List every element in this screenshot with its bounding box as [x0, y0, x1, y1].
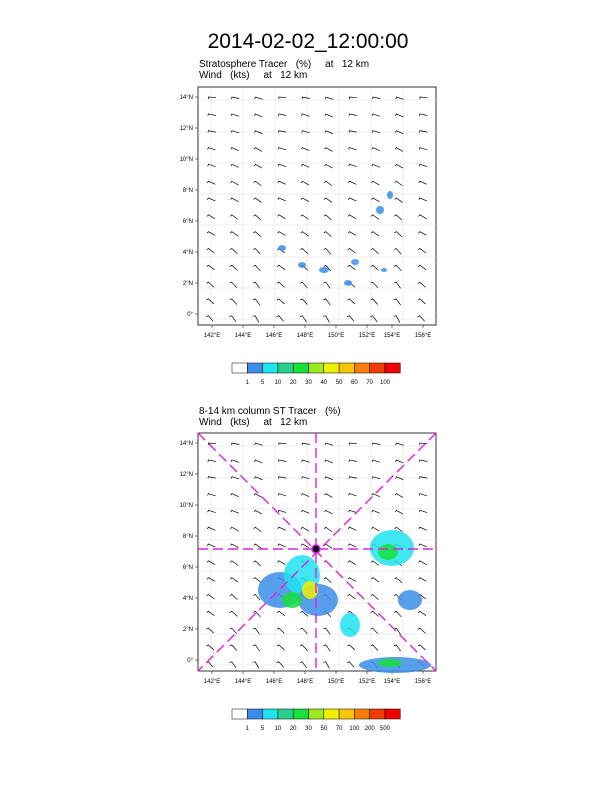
- wind-barb: [348, 198, 356, 201]
- wind-barb: [253, 231, 261, 236]
- wind-barb: [371, 282, 378, 288]
- wind-barb: [254, 181, 262, 186]
- wind-barb: [254, 114, 262, 117]
- wind-barb: [418, 299, 426, 304]
- y-tick-label: 10°N: [179, 503, 193, 509]
- wind-barb: [396, 97, 404, 99]
- x-tick-label: 152°E: [358, 679, 376, 685]
- tracer-contour: [319, 267, 329, 273]
- y-tick-label: 12°N: [179, 126, 193, 132]
- y-tick-label: 2°N: [182, 281, 193, 287]
- wind-barb: [348, 265, 356, 270]
- wind-barb: [253, 215, 261, 220]
- colorbar-label: 40: [320, 380, 328, 386]
- wind-barb: [208, 97, 216, 99]
- wind-barb: [300, 315, 307, 322]
- wind-barb: [371, 198, 379, 202]
- wind-barb: [372, 147, 380, 150]
- y-tick-label: 12°N: [179, 472, 193, 478]
- colorbar-label: 10: [274, 380, 282, 386]
- colorbar-label: 50: [320, 726, 328, 732]
- wind-barb: [301, 147, 309, 150]
- y-tick-label: 8°N: [182, 188, 193, 194]
- y-tick-label: 0°: [187, 312, 193, 318]
- wind-barb: [278, 164, 286, 166]
- wind-barb: [302, 97, 310, 99]
- colorbar-label: 1: [245, 726, 249, 732]
- wind-barb: [418, 231, 426, 235]
- colorbar-label: 1: [245, 380, 249, 386]
- colorbar-swatch: [354, 363, 369, 373]
- colorbar-swatch: [309, 363, 324, 373]
- y-tick-label: 2°N: [182, 627, 193, 633]
- wind-barb: [230, 282, 237, 288]
- colorbar-label: 20: [289, 380, 297, 386]
- tracer-contour: [381, 268, 387, 272]
- x-tick-label: 154°E: [383, 333, 401, 339]
- panel2-title-line1: 8-14 km column ST Tracer (%): [199, 406, 341, 417]
- wind-barb: [300, 299, 307, 305]
- colorbar-label: 70: [366, 380, 374, 386]
- y-tick-label: 6°N: [182, 565, 193, 571]
- wind-barb: [278, 198, 286, 201]
- wind-barb: [395, 198, 403, 203]
- y-tick-label: 8°N: [182, 534, 193, 540]
- colorbar-swatch: [324, 363, 339, 373]
- x-tick-label: 146°E: [265, 679, 283, 685]
- wind-barb: [277, 231, 285, 235]
- wind-barb: [395, 114, 403, 117]
- wind-barb: [371, 265, 379, 270]
- wind-barb: [302, 114, 310, 116]
- colorbar-label: 500: [379, 726, 391, 732]
- x-tick-label: 148°E: [296, 333, 314, 339]
- wind-barb: [419, 131, 427, 133]
- wind-barb: [231, 114, 239, 116]
- colorbar-swatch: [385, 363, 400, 373]
- wind-barb: [394, 299, 401, 305]
- wind-barb: [229, 315, 236, 322]
- wind-barb: [418, 248, 426, 253]
- wind-barb: [231, 164, 239, 167]
- wind-barb: [254, 198, 262, 203]
- wind-barb: [300, 248, 308, 253]
- wind-barb: [325, 97, 333, 99]
- x-tick-label: 142°E: [203, 333, 221, 339]
- tracer-contour: [278, 245, 286, 251]
- colorbar-swatch: [293, 363, 308, 373]
- wind-barb: [207, 265, 215, 270]
- wind-barb: [419, 198, 427, 201]
- x-tick-label: 142°E: [203, 679, 221, 685]
- wind-barb: [230, 215, 238, 220]
- wind-barb: [419, 147, 427, 150]
- colorbar-label: 10: [274, 726, 282, 732]
- wind-barb: [230, 265, 238, 270]
- wind-barb: [372, 114, 380, 116]
- x-tick-label: 146°E: [265, 333, 283, 339]
- wind-barb: [230, 198, 238, 202]
- wind-barb: [278, 131, 286, 133]
- wind-barb: [208, 147, 216, 150]
- y-tick-label: 4°N: [182, 250, 193, 256]
- tracer-contour: [344, 280, 352, 286]
- wind-barb: [394, 248, 401, 254]
- wind-barb: [371, 248, 379, 253]
- colorbar-label: 5: [260, 380, 265, 386]
- y-tick-label: 4°N: [182, 596, 193, 602]
- wind-barb: [206, 315, 213, 321]
- colorbar-swatch: [232, 363, 247, 373]
- wind-barb: [301, 231, 309, 236]
- colorbar-label: 20: [289, 726, 297, 732]
- wind-barb: [348, 215, 356, 219]
- wind-barb: [230, 231, 238, 236]
- wind-barb: [348, 181, 356, 184]
- wind-barb: [371, 231, 379, 236]
- colorbar-swatch: [247, 363, 262, 373]
- colorbar-label: 60: [351, 380, 358, 386]
- wind-barb: [394, 265, 401, 271]
- wind-barb: [419, 164, 427, 166]
- wind-barb: [230, 299, 237, 305]
- wind-barb: [394, 231, 402, 236]
- wind-barb: [278, 147, 286, 150]
- wind-barb: [420, 97, 428, 99]
- wind-barb: [348, 248, 356, 253]
- wind-barb: [230, 248, 238, 253]
- wind-barb: [277, 315, 284, 321]
- colorbar-label: 30: [305, 726, 312, 732]
- wind-barb: [324, 231, 332, 236]
- colorbar-swatch: [339, 363, 354, 373]
- wind-barb: [371, 181, 379, 185]
- wind-barb: [347, 315, 354, 321]
- wind-barb: [371, 299, 378, 305]
- wind-barb: [324, 248, 331, 254]
- wind-barb: [323, 299, 330, 305]
- colorbar-label: 200: [364, 726, 375, 732]
- y-tick-label: 14°N: [179, 441, 193, 447]
- wind-barb: [254, 164, 262, 168]
- wind-barb: [208, 114, 216, 116]
- wind-barb: [279, 97, 287, 99]
- wind-barb: [349, 164, 357, 166]
- wind-barb: [253, 265, 260, 271]
- colorbar-label: 50: [335, 380, 343, 386]
- colorbar-swatch: [370, 363, 385, 373]
- wind-barb: [253, 248, 260, 254]
- wind-barb: [207, 198, 215, 201]
- x-tick-label: 144°E: [234, 679, 252, 685]
- wind-barb: [419, 181, 427, 184]
- colorbar-label: 5: [260, 726, 265, 732]
- x-tick-label: 152°E: [358, 333, 376, 339]
- panel1-title-line1: Stratosphere Tracer (%) at 12 km: [199, 59, 370, 70]
- wind-barb: [231, 97, 239, 99]
- wind-barb: [278, 114, 286, 116]
- panel1-title-line2: Wind (kts) at 12 km: [199, 70, 308, 81]
- wind-barb: [277, 299, 285, 304]
- wind-barb: [301, 181, 309, 185]
- wind-barb: [324, 215, 332, 220]
- wind-barb: [348, 231, 356, 235]
- wind-barb: [301, 164, 309, 167]
- wind-barb: [418, 265, 426, 270]
- x-tick-label: 156°E: [414, 679, 432, 685]
- x-tick-label: 148°E: [296, 679, 314, 685]
- y-tick-label: 0°: [187, 658, 193, 664]
- wind-barb: [324, 164, 332, 168]
- tracer-contour: [387, 191, 393, 199]
- wind-barb: [324, 147, 332, 151]
- wind-barb: [370, 315, 377, 322]
- x-tick-label: 150°E: [327, 333, 345, 339]
- colorbar-label: 30: [305, 380, 312, 386]
- wind-barb: [206, 299, 214, 304]
- map-frame: [198, 87, 436, 325]
- wind-barb: [395, 164, 403, 168]
- wind-barb: [324, 198, 332, 203]
- wind-barb: [230, 181, 238, 185]
- wind-barb: [347, 299, 355, 304]
- wind-barb: [372, 164, 380, 167]
- wind-barb: [255, 97, 263, 99]
- x-tick-label: 144°E: [234, 333, 252, 339]
- tracer-contour: [376, 206, 384, 214]
- tracer-contour: [351, 259, 359, 265]
- wind-barb: [349, 147, 357, 150]
- wind-barb: [394, 282, 401, 289]
- wind-barb: [349, 131, 357, 133]
- colorbar-label: 100: [379, 380, 391, 386]
- wind-barb: [301, 198, 309, 202]
- wind-barb: [207, 181, 215, 184]
- wind-barb: [254, 147, 262, 151]
- wind-barb: [394, 215, 402, 220]
- main-title: 2014-02-02_12:00:00: [207, 30, 409, 53]
- x-tick-label: 156°E: [414, 333, 432, 339]
- wind-barb: [349, 114, 357, 116]
- wind-barb: [418, 282, 426, 287]
- panel2-title-line2: Wind (kts) at 12 km: [199, 417, 308, 428]
- wind-barb: [208, 164, 216, 166]
- wind-barb: [300, 282, 307, 288]
- wind-barb: [418, 315, 425, 321]
- colorbar-label: 70: [335, 726, 343, 732]
- wind-barb: [395, 181, 403, 186]
- wind-barb: [231, 147, 239, 150]
- wind-barb: [277, 282, 285, 287]
- wind-barb: [325, 114, 333, 117]
- wind-barb: [253, 282, 260, 289]
- wind-barb: [301, 215, 309, 220]
- wind-barb: [324, 181, 332, 186]
- x-tick-label: 154°E: [383, 679, 401, 685]
- y-tick-label: 10°N: [179, 157, 193, 163]
- wind-barb: [278, 181, 286, 184]
- wind-barb: [372, 97, 380, 99]
- wind-barb: [253, 299, 260, 305]
- colorbar-swatch: [263, 363, 278, 373]
- x-tick-label: 150°E: [327, 679, 345, 685]
- wind-barb: [206, 282, 214, 287]
- y-tick-label: 6°N: [182, 219, 193, 225]
- wind-barb: [207, 248, 215, 253]
- tracer-contour: [298, 262, 306, 268]
- y-tick-label: 14°N: [179, 95, 193, 101]
- wind-barb: [395, 147, 403, 151]
- wind-barb: [323, 282, 330, 289]
- wind-barb: [277, 215, 285, 219]
- wind-barb: [371, 215, 379, 220]
- wind-barb: [208, 131, 216, 133]
- wind-barb: [349, 97, 357, 99]
- wind-barb: [418, 215, 426, 219]
- wind-barb: [419, 114, 427, 116]
- colorbar-label: 100: [349, 726, 360, 732]
- wind-barb: [277, 265, 285, 270]
- colorbar-swatch: [278, 363, 293, 373]
